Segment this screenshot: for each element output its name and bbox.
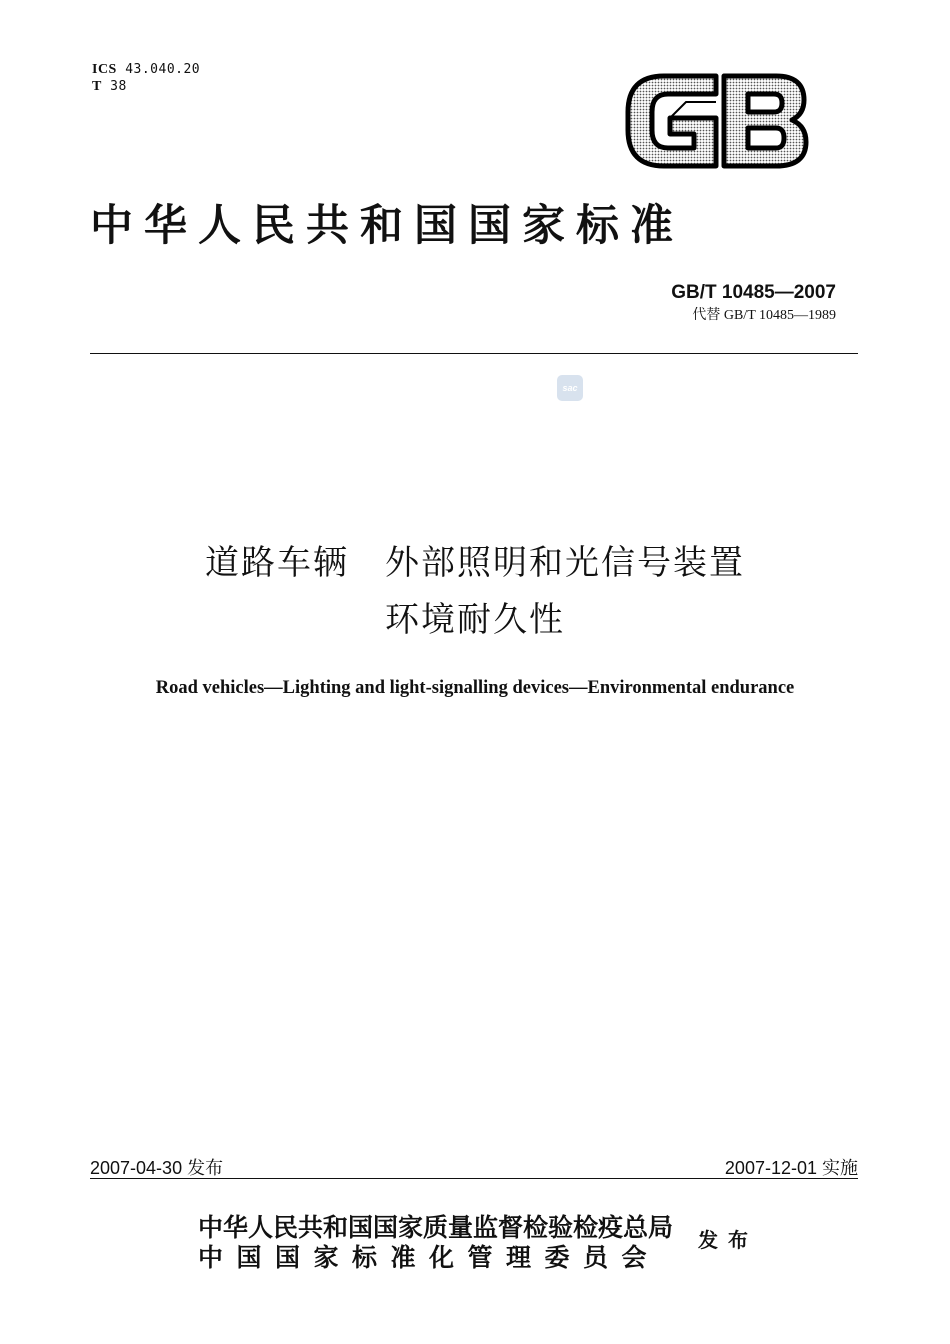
ics-label: ICS (92, 62, 117, 77)
document-title-cn-line2: 环境耐久性 (385, 600, 565, 640)
issuer-org-2: 中国国家标准化管理委员会 (198, 1243, 661, 1272)
ccs-line (92, 79, 127, 95)
gb-logo-icon (624, 72, 810, 170)
issuer-org-1: 中华人民共和国国家质量监督检验检疫总局 (198, 1213, 674, 1242)
ccs-code: 38 (110, 79, 127, 94)
standard-number: GB/T 10485—2007 (671, 282, 836, 303)
document-title-en: Road vehicles—Lighting and light-signalling devices—Environmental endurance (155, 678, 795, 698)
ics-line (92, 62, 200, 78)
footer-divider (90, 1178, 858, 1179)
replaced-standard: 代替 GB/T 10485—1989 (692, 308, 836, 323)
header-divider (90, 353, 858, 354)
issue-date: 2007-04-30 发布 (90, 1158, 224, 1178)
publish-label: 发布 (698, 1228, 758, 1252)
ccs-label: T (92, 79, 102, 94)
standard-category-title: 中华人民共和国国家标准 (90, 201, 684, 251)
ics-code: 43.040.20 (125, 62, 201, 77)
implementation-date: 2007-12-01 实施 (724, 1158, 858, 1178)
sac-watermark-icon: sac (557, 375, 583, 401)
document-title-cn-line1: 道路车辆 外部照明和光信号装置 (205, 543, 745, 583)
